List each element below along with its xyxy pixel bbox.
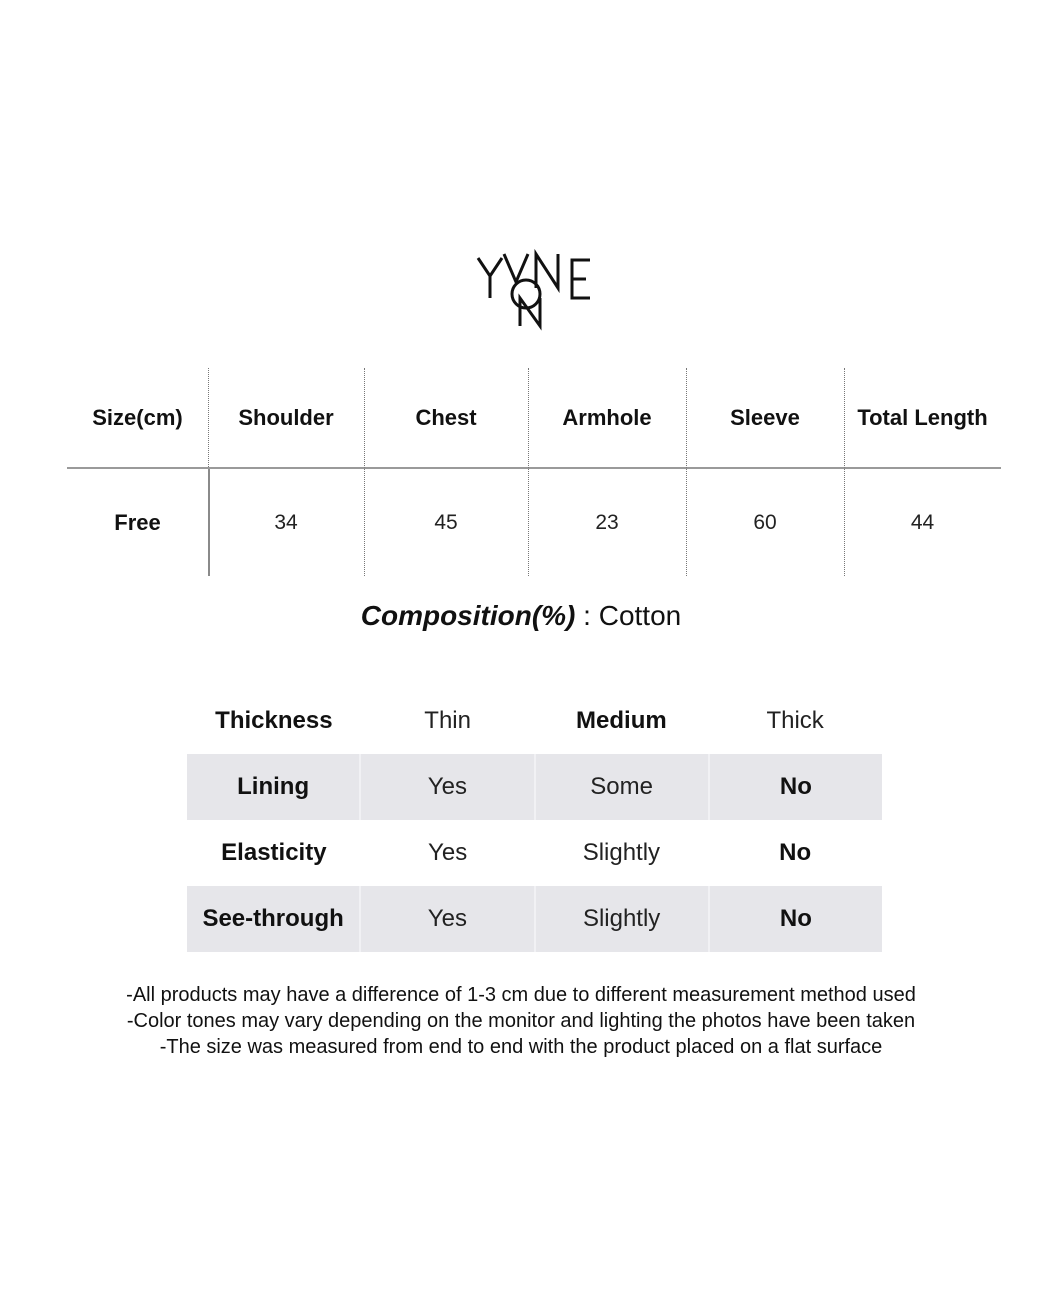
note-line: -All products may have a difference of 1-3 cm due to different measurement method used [126,984,916,1006]
size-table-row [67,469,1001,576]
size-cell: 44 [910,510,935,534]
size-cell: Free [114,509,161,535]
property-row-see-through [187,886,882,952]
property-row-lining [187,754,882,820]
property-option: Yes [428,839,468,866]
property-label: Elasticity [221,839,327,866]
size-cell: 60 [753,510,777,534]
size-header-cell: Armhole [562,405,652,430]
note-line: -The size was measured from end to end with the product placed on a flat surface [159,1036,883,1058]
property-option: Yes [359,754,533,820]
column-separator [208,368,209,467]
property-option-selected: Medium [576,707,667,734]
size-header-cell: Shoulder [238,405,334,430]
property-label: See-through [187,886,359,952]
size-cell: 23 [595,510,619,534]
property-label: Thickness [215,707,333,734]
size-notes [0,982,1042,1060]
property-row-thickness [187,688,882,754]
size-header-cell: Total Length [857,405,988,430]
size-header-cell: Size(cm) [92,405,183,430]
composition-separator: : [575,600,599,631]
brand-logo-mark [466,248,606,332]
property-option: Thin [424,707,471,734]
property-option: Slightly [534,886,708,952]
property-option: Yes [359,886,533,952]
size-cell: 45 [434,510,458,534]
property-row-elasticity [187,820,882,886]
property-option: Thick [766,707,824,734]
property-option-selected: No [708,886,882,952]
composition-line [0,600,1042,632]
note-line: -Color tones may vary depending on the monitor and lighting the photos have been taken [126,1010,916,1032]
size-header-cell: Chest [415,405,477,430]
composition-label: Composition(%) [360,600,576,631]
property-option-selected: No [779,839,812,866]
size-cell: 34 [274,510,298,534]
property-option: Slightly [582,839,661,866]
composition-value: Cotton [598,600,682,631]
property-option: Some [534,754,708,820]
property-label: Lining [187,754,359,820]
size-header-cell: Sleeve [730,405,800,430]
property-option-selected: No [708,754,882,820]
fabric-properties-table [187,688,882,952]
size-table [67,368,1001,576]
brand-logo [466,248,606,332]
